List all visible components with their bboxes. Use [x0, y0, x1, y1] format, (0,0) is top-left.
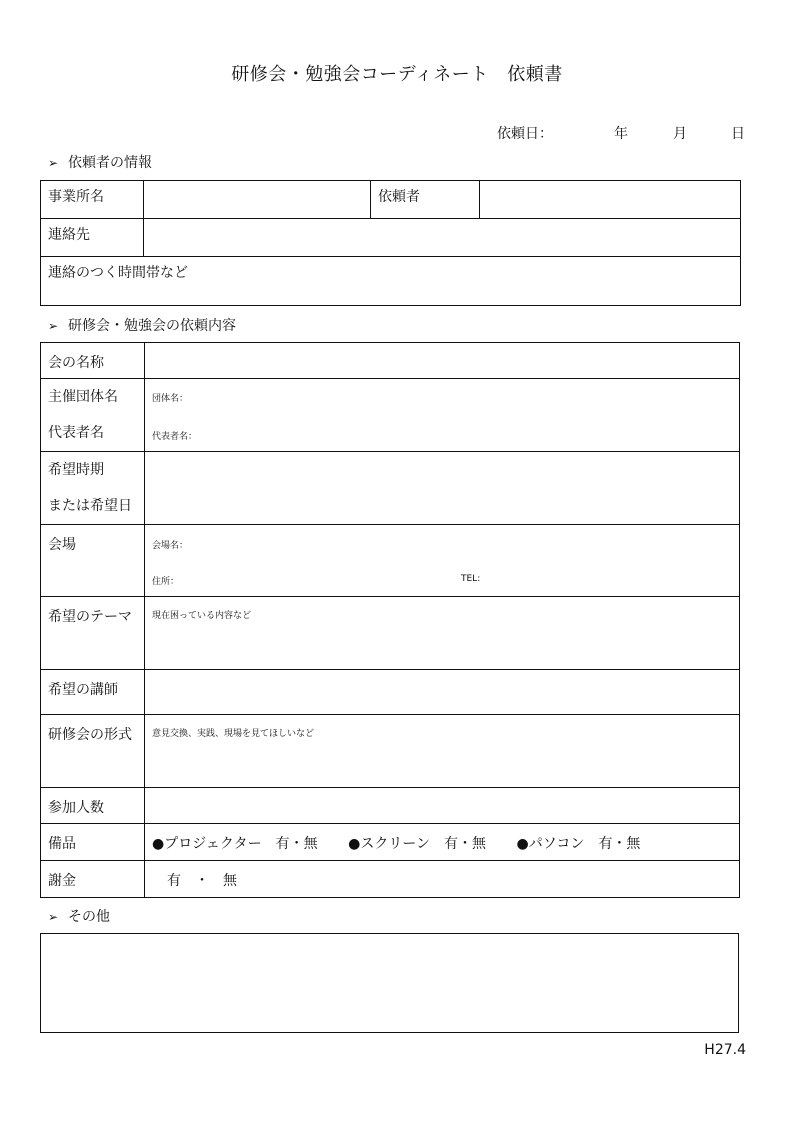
lecturer-label: 希望の講師: [41, 670, 145, 715]
section-title: 研修会・勉強会の依頼内容: [68, 318, 236, 334]
tel-hint: TEL:: [461, 574, 481, 584]
venue-label: 会場: [41, 525, 145, 597]
equipment-choice: 有・無: [275, 836, 318, 852]
section-heading-request: [40, 315, 236, 335]
office-field[interactable]: [144, 181, 371, 219]
fee-field[interactable]: [145, 861, 740, 898]
equipment-screen[interactable]: [348, 836, 486, 852]
representative-hint: 代表者名：: [152, 432, 198, 442]
theme-hint: 現在困っている内容など: [152, 611, 252, 621]
section-heading-other: [40, 906, 110, 926]
org-name-hint: 団体名：: [152, 394, 189, 404]
format-hint: 意見交換、実践、現場を見てほしいなど: [152, 729, 315, 739]
format-field[interactable]: [145, 715, 740, 788]
page-title: 研修会・勉強会コーディネート 依頼書: [231, 64, 563, 85]
section-heading-requester: [40, 152, 152, 172]
section-title: 依頼者の情報: [68, 155, 152, 171]
equipment-projector[interactable]: [152, 836, 318, 852]
arrow-bullet-icon: ➢: [48, 910, 59, 924]
arrow-bullet-icon: ➢: [48, 156, 59, 170]
venue-field[interactable]: [145, 525, 740, 597]
participants-label: 参加人数: [41, 788, 145, 824]
contact-field[interactable]: [144, 219, 741, 257]
event-name-field[interactable]: [145, 343, 740, 379]
requester-table: [40, 180, 741, 306]
format-label: 研修会の形式: [41, 715, 145, 788]
date-day-label: 日: [731, 126, 745, 142]
equipment-choice: 有・無: [598, 836, 641, 852]
org-field[interactable]: [145, 379, 740, 452]
request-table: [40, 342, 740, 898]
period-field[interactable]: [145, 452, 740, 525]
equipment-field: [145, 824, 740, 861]
contact-time-field[interactable]: [41, 257, 741, 306]
equipment-choice: 有・無: [444, 836, 487, 852]
office-label: 事業所名: [41, 181, 144, 219]
equipment-item: ●スクリーン: [348, 836, 431, 852]
equipment-label: 備品: [41, 824, 145, 861]
address-hint: 住所：: [152, 577, 180, 587]
event-name-label: 会の名称: [41, 343, 145, 379]
equipment-pc[interactable]: [517, 836, 641, 852]
version-label: H27.4: [704, 1042, 746, 1058]
arrow-bullet-icon: ➢: [48, 319, 59, 333]
period-label-line1: 希望時期: [48, 462, 104, 478]
theme-field[interactable]: [145, 597, 740, 670]
date-month-label: 月: [673, 126, 687, 142]
theme-label: 希望のテーマ: [41, 597, 145, 670]
org-label: [41, 379, 145, 452]
equipment-item: ●プロジェクター: [152, 836, 262, 852]
requester-label: 依頼者: [371, 181, 480, 219]
representative-label: 代表者名: [48, 425, 104, 441]
contact-label: 連絡先: [41, 219, 144, 257]
section-title: その他: [68, 909, 110, 925]
request-date-label: 依頼日：: [497, 126, 553, 142]
period-label: [41, 452, 145, 525]
other-notes-field[interactable]: [40, 933, 739, 1033]
requester-field[interactable]: [480, 181, 741, 219]
participants-field[interactable]: [145, 788, 740, 824]
org-name-label: 主催団体名: [48, 389, 118, 405]
equipment-item: ●パソコン: [516, 836, 585, 852]
venue-name-hint: 会場名：: [152, 541, 189, 551]
contact-time-label: 連絡のつく時間帯など: [48, 265, 188, 281]
fee-choice: 有 ・ 無: [167, 873, 237, 889]
lecturer-field[interactable]: [145, 670, 740, 715]
period-label-line2: または希望日: [48, 498, 132, 514]
fee-label: 謝金: [41, 861, 145, 898]
date-year-label: 年: [614, 126, 628, 142]
